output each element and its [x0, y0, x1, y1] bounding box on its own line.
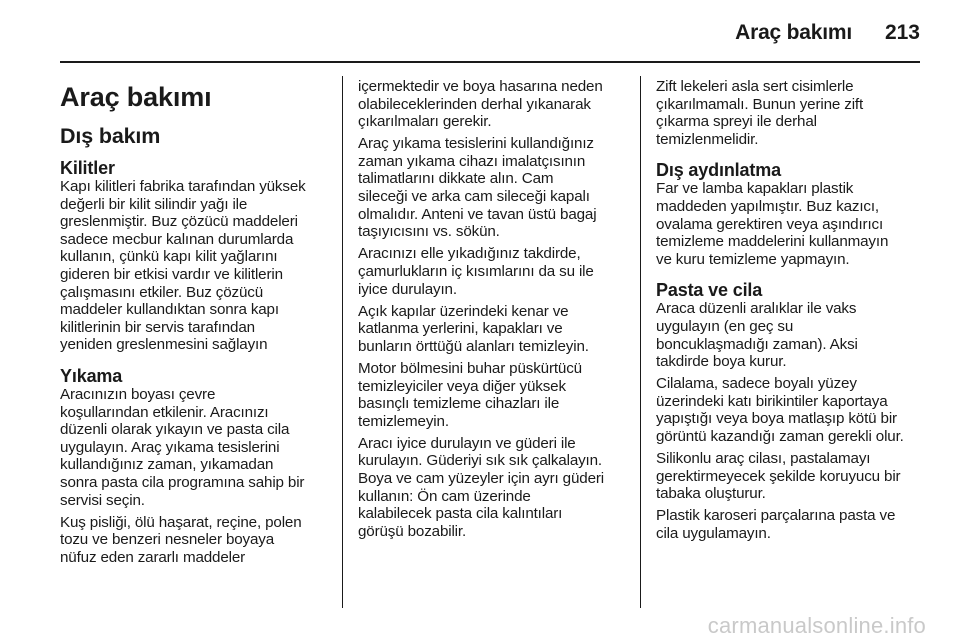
paragraph-pasta-2	[656, 375, 924, 445]
text-line: tabaka oluşturur.	[656, 485, 766, 503]
text-line: bunların örttüğü alanları temizleyin.	[358, 337, 589, 355]
text-line: olabileceklerinden derhal yıkanarak	[358, 95, 591, 113]
text-line: Kapı kilitleri fabrika tarafından yüksek	[60, 178, 306, 195]
text-line: değerli bir kilit silindir yağı ile	[60, 195, 248, 213]
text-line: çıkarılmaları gerekir.	[358, 113, 492, 131]
text-line: ovalama gerektiren veya aşındırıcı	[656, 215, 884, 233]
text-line: Cilalama, sadece boyalı yüzey	[656, 375, 857, 393]
text-line: boncuklaşmadığı zaman). Aksi	[656, 335, 858, 353]
text-line: uygulayın. Araç yıkama tesislerini	[60, 438, 280, 456]
text-line: greslenmiştir. Buz çözücü maddeleri	[60, 213, 298, 231]
paragraph-pasta-4	[656, 507, 924, 542]
paragraph-c3-1	[656, 78, 924, 148]
text-line: kurulayın. Güderiyi sık sık çalkalayın.	[358, 452, 602, 470]
text-line: çıkarılmamalı. Bunun yerine zift	[656, 95, 864, 113]
paragraph-yikama-2	[60, 514, 335, 567]
text-line: görüntü kazandığı zaman gerekli olur.	[656, 428, 904, 445]
header-title: Araç bakımı	[735, 21, 852, 44]
text-line: çamurlukların iç kısımlarını da su ile	[358, 262, 594, 280]
text-line: Açık kapılar üzerindeki kenar ve	[358, 302, 569, 320]
text-line: kalabilecek pasta cila kalıntıları	[358, 505, 563, 523]
text-line: iyice durulayın.	[358, 280, 457, 298]
text-line: Zift lekeleri asla sert cisimlerle	[656, 78, 854, 95]
text-line: sadece mecbur kalınan durumlarda	[60, 230, 294, 248]
paragraph-yikama-1	[60, 386, 335, 509]
text-line: çalışmasını etkiler. Buz çözücü	[60, 283, 263, 301]
heading-yikama: Yıkama	[60, 365, 123, 386]
text-line: düzenli olarak yıkayın ve pasta cila	[60, 421, 290, 439]
text-line: taşıyıcısını vs. sökün.	[358, 223, 500, 241]
text-line: üzerindeki katı birikintiler kaportaya	[656, 392, 888, 410]
paragraph-kilitler	[60, 178, 335, 354]
text-line: yapıştığı veya boya matlaşıp kötü bir	[656, 410, 897, 428]
column-divider-1	[342, 76, 343, 608]
text-line: görüşü bozabilir.	[358, 522, 467, 540]
text-line: Aracınızı elle yıkadığınız takdirde,	[358, 245, 581, 263]
text-line: kullandığınız zaman, yıkamadan	[60, 456, 274, 474]
text-line: Far ve lamba kapakları plastik	[656, 180, 854, 198]
text-line: kilitlerinin bir servis tarafından	[60, 318, 255, 336]
paragraph-c2-2	[358, 135, 633, 241]
text-line: Aracı iyice durulayın ve güderi ile	[358, 434, 576, 452]
paragraph-pasta-3	[656, 450, 924, 503]
text-line: katlanma yerlerini, kapakları ve	[358, 320, 563, 338]
paragraph-c2-4	[358, 303, 633, 356]
paragraph-pasta-1	[656, 300, 924, 370]
text-line: nüfuz eden zararlı maddeler	[60, 548, 246, 566]
text-line: kullanın, çünkü kapı kilit yağlarını	[60, 248, 278, 266]
text-line: Boya ve cam yüzeyler için ayrı güderi	[358, 469, 604, 487]
text-line: takdirde boya kurur.	[656, 353, 787, 371]
text-line: Aracınızın boyası çevre	[60, 385, 216, 403]
heading-dis-aydinlatma: Dış aydınlatma	[656, 160, 781, 181]
text-line: Kuş pisliği, ölü haşarat, reçine, polen	[60, 513, 302, 531]
text-line: çıkarma spreyi ile derhal	[656, 113, 817, 131]
column-3	[656, 78, 924, 547]
heading-pasta-ve-cila: Pasta ve cila	[656, 280, 763, 301]
text-line: ve kuru temizleme yapmayın.	[656, 250, 850, 268]
text-line: temizlenmelidir.	[656, 130, 759, 148]
text-line: sileceği ve arka cam sileceği kapalı	[358, 188, 590, 206]
text-line: yeniden greslenmesini sağlayın	[60, 336, 268, 354]
text-line: Silikonlu araç cilası, pastalamayı	[656, 450, 871, 468]
text-line: temizleyiciler veya diğer yüksek	[358, 377, 566, 395]
text-line: gerektirmeyecek şekilde koruyucu bir	[656, 467, 901, 485]
column-1	[60, 78, 335, 571]
text-line: basınçlı temizleme cihazları ile	[358, 395, 560, 413]
column-divider-2	[640, 76, 641, 608]
paragraph-c2-6	[358, 435, 633, 541]
paragraph-c2-5	[358, 360, 633, 430]
text-line: Araca düzenli aralıklar ile vaks	[656, 300, 857, 318]
text-line: Plastik karoseri parçalarına pasta ve	[656, 507, 896, 525]
text-line: gideren bir etkisi vardır ve kilitlerin	[60, 265, 283, 283]
heading-kilitler: Kilitler	[60, 158, 115, 178]
paragraph-dis-aydinlatma	[656, 180, 924, 268]
text-line: uygulayın (en geç su	[656, 317, 794, 335]
text-line: sonra pasta cila programına sahip bir	[60, 473, 305, 491]
text-line: olmalıdır. Anteni ve tavan üstü bagaj	[358, 205, 597, 223]
paragraph-c2-3	[358, 245, 633, 298]
text-line: maddeden yapılmıştır. Buz kazıcı,	[656, 197, 879, 215]
text-line: temizleme maddelerini kullanmayın	[656, 233, 889, 251]
text-line: servisi seçin.	[60, 491, 145, 509]
text-line: içermektedir ve boya hasarına neden	[358, 78, 603, 95]
text-line: zaman yıkama cihazı imalatçısının	[358, 152, 586, 170]
page-number: 213	[884, 21, 920, 44]
column-2	[358, 78, 633, 545]
chapter-title: Araç bakımı	[60, 82, 212, 112]
text-line: talimatlarını dikkate alın. Cam	[358, 170, 554, 188]
text-line: Motor bölmesini buhar püskürtücü	[358, 359, 582, 377]
text-line: Araç yıkama tesislerini kullandığınız	[358, 135, 594, 153]
watermark: carmanualsonline.info	[707, 613, 926, 638]
header-rule	[60, 61, 920, 63]
text-line: temizlemeyin.	[358, 412, 449, 430]
section-title: Dış bakım	[60, 124, 161, 148]
text-line: tozu ve benzeri nesneler boyaya	[60, 531, 275, 549]
text-line: koşullarından etkilenir. Aracınızı	[60, 403, 269, 421]
text-line: cila uygulamayın.	[656, 524, 771, 542]
text-line: kullanın: Ön cam üzerinde	[358, 487, 531, 505]
paragraph-c2-1	[358, 78, 633, 131]
text-line: maddeler kullandıktan sonra kapı	[60, 301, 279, 319]
